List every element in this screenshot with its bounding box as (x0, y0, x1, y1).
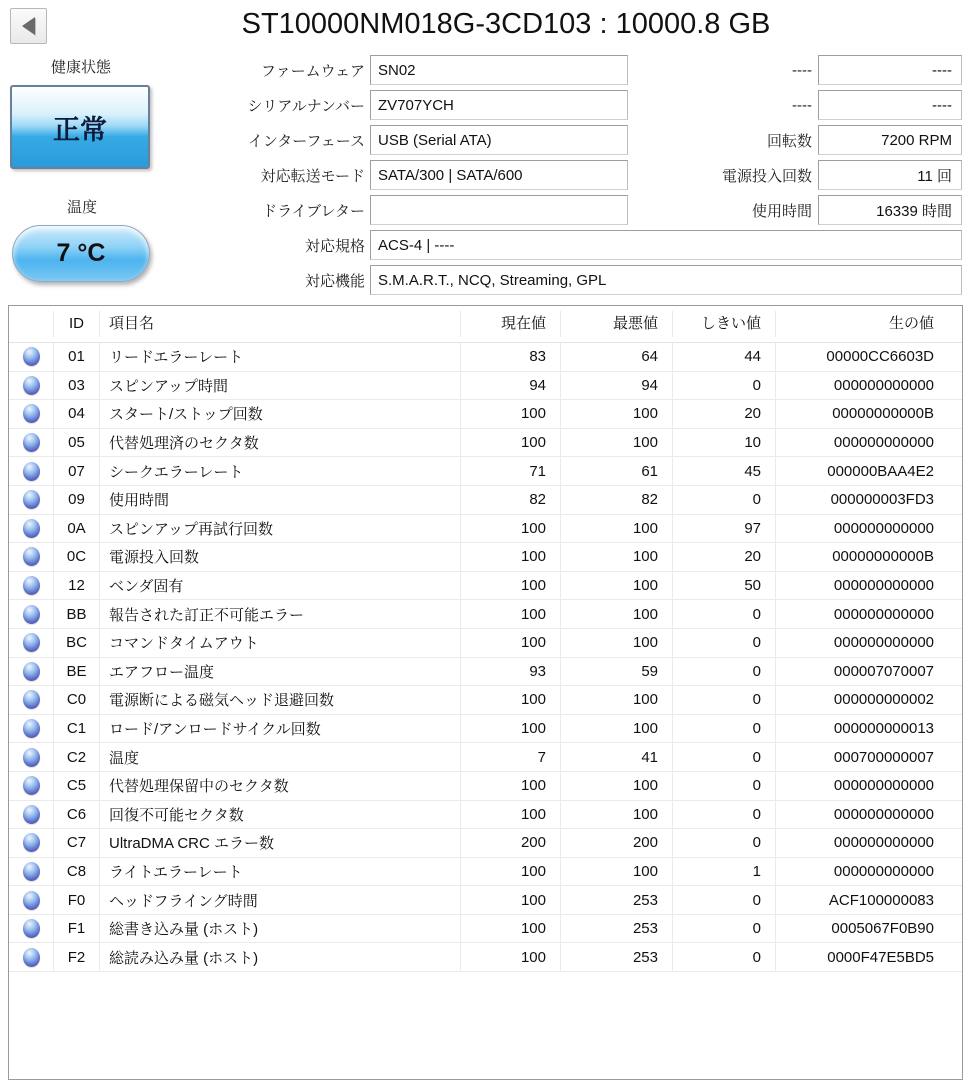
table-row[interactable] (9, 658, 962, 687)
attr-raw: 00000CC6603D (826, 348, 934, 366)
attr-worst: 100 (561, 772, 673, 800)
attr-current: 94 (461, 372, 561, 400)
table-row[interactable] (9, 715, 962, 744)
table-row[interactable] (9, 572, 962, 601)
field-standard (0, 230, 962, 260)
attr-worst: 100 (561, 515, 673, 543)
status-cell (9, 801, 54, 829)
status-orb-icon (23, 433, 40, 452)
attr-raw: 000000000000 (833, 519, 934, 537)
attr-id: C7 (54, 829, 100, 857)
rotation-rate-value: 7200 RPM (818, 125, 962, 155)
firmware-value: SN02 (370, 55, 628, 85)
standard-label: 対応規格 (304, 237, 365, 255)
attr-raw: 0005067F0B90 (831, 920, 934, 938)
attr-id: 12 (54, 572, 100, 600)
status-cell (9, 658, 54, 686)
attr-raw: 000000000000 (833, 605, 934, 623)
status-orb-icon (23, 490, 40, 509)
status-orb-icon (23, 748, 40, 767)
status-cell (9, 572, 54, 600)
temperature-value-button[interactable]: 7 °C (12, 225, 150, 282)
attr-worst: 253 (561, 943, 673, 971)
back-button[interactable] (10, 8, 47, 44)
table-row[interactable] (9, 943, 962, 972)
table-row[interactable] (9, 801, 962, 830)
power-on-count-value: 11 回 (818, 160, 962, 190)
status-cell (9, 715, 54, 743)
attr-current: 100 (461, 572, 561, 600)
attr-current: 82 (461, 486, 561, 514)
status-orb-icon (23, 633, 40, 652)
status-cell (9, 886, 54, 914)
attr-threshold: 97 (673, 515, 776, 543)
attr-name: スピンアップ再試行回数 (100, 515, 461, 543)
attr-current: 200 (461, 829, 561, 857)
attr-id: 05 (54, 429, 100, 457)
table-row[interactable] (9, 457, 962, 486)
attr-raw: 000000000000 (833, 376, 934, 394)
status-orb-icon (23, 833, 40, 852)
status-cell (9, 515, 54, 543)
features-label: 対応機能 (304, 272, 365, 290)
attr-name: ベンダ固有 (100, 572, 461, 600)
table-row[interactable] (9, 515, 962, 544)
attr-current: 100 (461, 686, 561, 714)
status-cell (9, 429, 54, 457)
status-orb-icon (23, 376, 40, 395)
status-cell (9, 372, 54, 400)
header-threshold: しきい値 (673, 311, 776, 337)
attr-worst: 94 (561, 372, 673, 400)
status-cell (9, 400, 54, 428)
drive-letter-label: ドライブレター (262, 202, 365, 220)
attr-current: 100 (461, 886, 561, 914)
attr-threshold: 1 (673, 858, 776, 886)
attr-name: スタート/ストップ回数 (100, 400, 461, 428)
attr-worst: 100 (561, 572, 673, 600)
features-value: S.M.A.R.T., NCQ, Streaming, GPL (370, 265, 962, 295)
status-orb-icon (23, 662, 40, 681)
attr-threshold: 0 (673, 372, 776, 400)
power-on-count-label: 電源投入回数 (721, 167, 812, 185)
attr-id: C6 (54, 801, 100, 829)
attr-raw: 000700000007 (833, 748, 934, 766)
status-orb-icon (23, 948, 40, 967)
attr-worst: 100 (561, 715, 673, 743)
attr-raw: 000000003FD3 (830, 491, 934, 509)
unused-1-value: ---- (818, 55, 962, 85)
attr-raw: 000000000002 (833, 691, 934, 709)
attr-worst: 253 (561, 886, 673, 914)
attr-name: 使用時間 (100, 486, 461, 514)
smart-table-header (9, 306, 962, 343)
attr-threshold: 20 (673, 400, 776, 428)
attr-id: C5 (54, 772, 100, 800)
attr-name: ライトエラーレート (100, 858, 461, 886)
header-raw: 生の値 (888, 315, 934, 332)
attr-id: 04 (54, 400, 100, 428)
status-cell (9, 457, 54, 485)
attr-id: BE (54, 658, 100, 686)
status-cell (9, 743, 54, 771)
status-orb-icon (23, 462, 40, 481)
attr-id: F2 (54, 943, 100, 971)
attr-name: 電源投入回数 (100, 543, 461, 571)
attr-worst: 100 (561, 429, 673, 457)
attr-threshold: 0 (673, 715, 776, 743)
status-cell (9, 772, 54, 800)
attr-threshold: 10 (673, 429, 776, 457)
smart-table-body (9, 343, 962, 972)
attr-worst: 41 (561, 743, 673, 771)
attr-name: 総書き込み量 (ホスト) (100, 915, 461, 943)
table-row[interactable] (9, 858, 962, 887)
attr-name: スピンアップ時間 (100, 372, 461, 400)
attr-worst: 253 (561, 915, 673, 943)
table-row[interactable] (9, 886, 962, 915)
attr-current: 100 (461, 429, 561, 457)
table-row[interactable] (9, 829, 962, 858)
attr-threshold: 0 (673, 772, 776, 800)
attr-worst: 61 (561, 457, 673, 485)
firmware-label: ファームウェア (260, 62, 365, 80)
status-orb-icon (23, 776, 40, 795)
attr-threshold: 0 (673, 629, 776, 657)
attr-raw: 000000000000 (833, 834, 934, 852)
attr-current: 100 (461, 858, 561, 886)
attr-current: 100 (461, 801, 561, 829)
status-orb-icon (23, 862, 40, 881)
attr-name: 代替処理保留中のセクタ数 (100, 772, 461, 800)
attr-worst: 100 (561, 400, 673, 428)
attr-current: 100 (461, 715, 561, 743)
attr-worst: 100 (561, 543, 673, 571)
unused-1-label: ---- (792, 61, 812, 79)
attr-name: シークエラーレート (100, 457, 461, 485)
attr-threshold: 20 (673, 543, 776, 571)
status-orb-icon (23, 690, 40, 709)
field-power-on-hours (630, 195, 962, 225)
standard-value: ACS-4 | ---- (370, 230, 962, 260)
attr-raw: 000000000000 (833, 634, 934, 652)
attr-current: 71 (461, 457, 561, 485)
attr-threshold: 0 (673, 943, 776, 971)
attr-threshold: 0 (673, 686, 776, 714)
table-row[interactable] (9, 372, 962, 401)
header-name: 項目名 (100, 311, 461, 337)
attr-name: 電源断による磁気ヘッド退避回数 (100, 686, 461, 714)
status-orb-icon (23, 891, 40, 910)
attr-worst: 100 (561, 600, 673, 628)
attr-id: C2 (54, 743, 100, 771)
attr-name: 総読み込み量 (ホスト) (100, 943, 461, 971)
attr-id: 09 (54, 486, 100, 514)
attr-id: 0C (54, 543, 100, 571)
attr-threshold: 45 (673, 457, 776, 485)
health-label: 健康状態 (50, 59, 111, 76)
status-cell (9, 543, 54, 571)
attr-threshold: 0 (673, 658, 776, 686)
attr-worst: 64 (561, 343, 673, 371)
table-row[interactable] (9, 743, 962, 772)
status-orb-icon (23, 519, 40, 538)
temperature-label: 温度 (66, 199, 97, 216)
attr-raw: 000000000000 (833, 805, 934, 823)
power-on-hours-label: 使用時間 (751, 202, 812, 220)
status-cell (9, 343, 54, 371)
attr-id: F0 (54, 886, 100, 914)
attr-id: F1 (54, 915, 100, 943)
interface-label: インターフェース (247, 132, 365, 150)
transfer-mode-label: 対応転送モード (260, 167, 365, 185)
table-row[interactable] (9, 686, 962, 715)
field-power-on-count (630, 160, 962, 190)
table-row[interactable] (9, 343, 962, 372)
status-orb-icon (23, 347, 40, 366)
attr-worst: 59 (561, 658, 673, 686)
attr-name: エアフロー温度 (100, 658, 461, 686)
attr-id: C0 (54, 686, 100, 714)
field-features (0, 265, 962, 295)
attr-worst: 100 (561, 801, 673, 829)
status-cell (9, 486, 54, 514)
attr-raw: 000000000013 (833, 720, 934, 738)
drive-letter-value (370, 195, 628, 225)
attr-id: C1 (54, 715, 100, 743)
attr-current: 100 (461, 400, 561, 428)
attr-current: 100 (461, 943, 561, 971)
attr-current: 7 (461, 743, 561, 771)
status-orb-icon (23, 576, 40, 595)
attr-raw: 000000000000 (833, 862, 934, 880)
attr-raw: 000000BAA4E2 (827, 462, 934, 480)
attr-threshold: 0 (673, 743, 776, 771)
attr-id: 07 (54, 457, 100, 485)
attr-threshold: 0 (673, 600, 776, 628)
attr-current: 100 (461, 600, 561, 628)
status-cell (9, 829, 54, 857)
attr-raw: 000007070007 (833, 662, 934, 680)
attr-name: コマンドタイムアウト (100, 629, 461, 657)
attr-current: 93 (461, 658, 561, 686)
table-row[interactable] (9, 400, 962, 429)
table-row[interactable] (9, 429, 962, 458)
status-cell (9, 600, 54, 628)
smart-attribute-table (8, 305, 963, 1080)
attr-threshold: 44 (673, 343, 776, 371)
status-orb-icon (23, 805, 40, 824)
table-row[interactable] (9, 543, 962, 572)
unused-2-value: ---- (818, 90, 962, 120)
attr-worst: 82 (561, 486, 673, 514)
attr-name: リードエラーレート (100, 343, 461, 371)
status-orb-icon (23, 919, 40, 938)
status-orb-icon (23, 719, 40, 738)
status-orb-icon (23, 404, 40, 423)
attr-raw: 00000000000B (832, 405, 934, 423)
attr-threshold: 50 (673, 572, 776, 600)
attr-id: 0A (54, 515, 100, 543)
header-worst: 最悪値 (561, 311, 673, 337)
attr-raw: 0000F47E5BD5 (827, 948, 934, 966)
rotation-rate-label: 回転数 (766, 132, 812, 150)
attr-raw: 00000000000B (832, 548, 934, 566)
attr-current: 100 (461, 915, 561, 943)
attr-name: 温度 (100, 743, 461, 771)
attr-raw: 000000000000 (833, 434, 934, 452)
attr-id: 03 (54, 372, 100, 400)
status-orb-icon (23, 547, 40, 566)
field-unused-1 (630, 55, 962, 85)
attr-name: 代替処理済のセクタ数 (100, 429, 461, 457)
attr-worst: 100 (561, 858, 673, 886)
attr-name: 回復不可能セクタ数 (100, 801, 461, 829)
table-row[interactable] (9, 600, 962, 629)
attr-threshold: 0 (673, 486, 776, 514)
status-cell (9, 858, 54, 886)
drive-stats-fields (630, 55, 962, 225)
serial-number-label: シリアルナンバー (247, 97, 365, 115)
attr-current: 100 (461, 629, 561, 657)
attr-name: 報告された訂正不可能エラー (100, 600, 461, 628)
field-unused-2 (630, 90, 962, 120)
table-row[interactable] (9, 486, 962, 515)
power-on-hours-value: 16339 時間 (818, 195, 962, 225)
interface-value: USB (Serial ATA) (370, 125, 628, 155)
attr-raw: 000000000000 (833, 777, 934, 795)
transfer-mode-value: SATA/300 | SATA/600 (370, 160, 628, 190)
table-row[interactable] (9, 772, 962, 801)
attr-name: ヘッドフライング時間 (100, 886, 461, 914)
status-cell (9, 629, 54, 657)
attr-threshold: 0 (673, 829, 776, 857)
field-rotation-rate (630, 125, 962, 155)
attr-threshold: 0 (673, 801, 776, 829)
attr-name: ロード/アンロードサイクル回数 (100, 715, 461, 743)
status-cell (9, 915, 54, 943)
unused-2-label: ---- (792, 96, 812, 114)
table-row[interactable] (9, 629, 962, 658)
attr-threshold: 0 (673, 915, 776, 943)
attr-current: 100 (461, 772, 561, 800)
attr-raw: 000000000000 (833, 577, 934, 595)
attr-worst: 100 (561, 686, 673, 714)
attr-id: BB (54, 600, 100, 628)
serial-number-value: ZV707YCH (370, 90, 628, 120)
status-cell (9, 943, 54, 971)
status-cell (9, 686, 54, 714)
table-row[interactable] (9, 915, 962, 944)
attr-id: C8 (54, 858, 100, 886)
header-id: ID (54, 311, 100, 337)
back-arrow-icon (22, 17, 35, 35)
drive-title: ST10000NM018G-3CD103 : 10000.8 GB (241, 8, 771, 40)
header-current: 現在値 (461, 311, 561, 337)
header-status (9, 311, 54, 337)
attr-current: 100 (461, 543, 561, 571)
attr-threshold: 0 (673, 886, 776, 914)
attr-worst: 200 (561, 829, 673, 857)
attr-current: 83 (461, 343, 561, 371)
status-orb-icon (23, 605, 40, 624)
attr-raw: ACF100000083 (828, 891, 934, 909)
attr-current: 100 (461, 515, 561, 543)
attr-name: UltraDMA CRC エラー数 (100, 829, 461, 857)
health-status-button[interactable]: 正常 (10, 85, 150, 169)
attr-id: 01 (54, 343, 100, 371)
attr-worst: 100 (561, 629, 673, 657)
attr-id: BC (54, 629, 100, 657)
